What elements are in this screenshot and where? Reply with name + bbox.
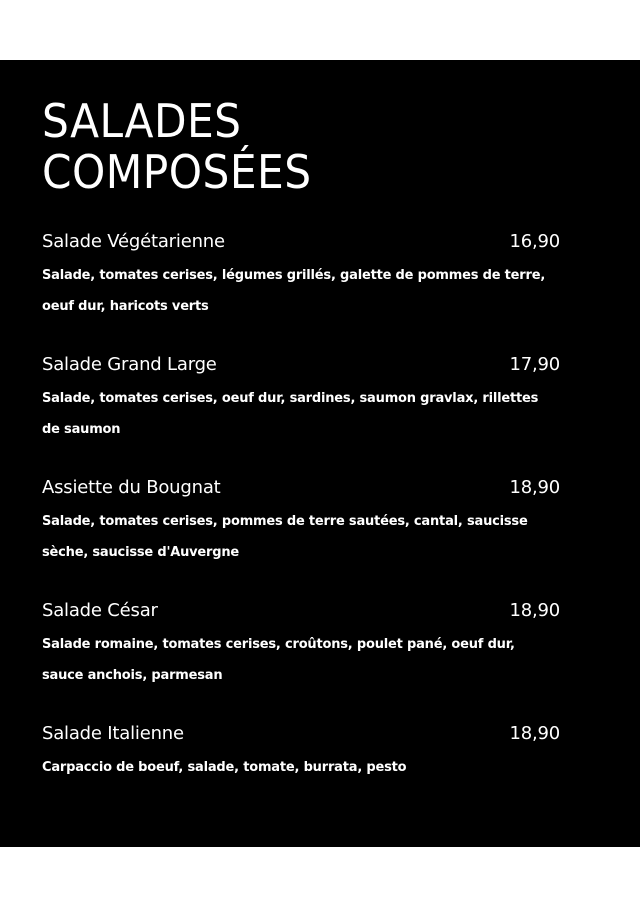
menu-item-description: Salade, tomates cerises, légumes grillés, galette de pommes de terre, oeuf dur, haricots verts bbox=[42, 268, 546, 314]
menu-item-header bbox=[42, 353, 560, 377]
menu-item bbox=[42, 476, 560, 599]
menu-item-description: Carpaccio de boeuf, salade, tomate, burrata, pesto bbox=[42, 760, 407, 775]
menu-item-name: Salade Végétarienne bbox=[42, 231, 225, 252]
menu-item-price: 16,90 bbox=[509, 231, 560, 252]
menu-item-name: Salade César bbox=[42, 600, 158, 621]
menu-item-description: Salade, tomates cerises, oeuf dur, sardines, saumon gravlax, rillettes de saumon bbox=[42, 391, 539, 437]
menu-item bbox=[42, 599, 560, 722]
menu-item bbox=[42, 722, 560, 845]
menu-item-name: Salade Grand Large bbox=[42, 354, 217, 375]
menu-item-header bbox=[42, 599, 560, 623]
menu-title bbox=[42, 96, 312, 198]
menu-item-price: 17,90 bbox=[509, 354, 560, 375]
menu-item-price: 18,90 bbox=[509, 723, 560, 744]
menu-title-line-2: COMPOSÉES bbox=[42, 145, 312, 199]
menu-item-header bbox=[42, 476, 560, 500]
menu-item-price: 18,90 bbox=[509, 600, 560, 621]
menu-item-description: Salade, tomates cerises, pommes de terre sautées, cantal, saucisse sèche, saucisse d'Auvergne bbox=[42, 514, 528, 560]
menu-item-description: Salade romaine, tomates cerises, croûtons, poulet pané, oeuf dur, sauce anchois, parmesan bbox=[42, 637, 515, 683]
menu-item-name: Salade Italienne bbox=[42, 723, 184, 744]
menu-item bbox=[42, 230, 560, 353]
menu-item bbox=[42, 353, 560, 476]
menu-item-list bbox=[42, 230, 560, 845]
menu-panel bbox=[0, 60, 640, 847]
menu-item-header bbox=[42, 230, 560, 254]
menu-item-name: Assiette du Bougnat bbox=[42, 477, 221, 498]
menu-title-line-1: SALADES bbox=[42, 94, 242, 148]
menu-item-price: 18,90 bbox=[509, 477, 560, 498]
menu-item-header bbox=[42, 722, 560, 746]
